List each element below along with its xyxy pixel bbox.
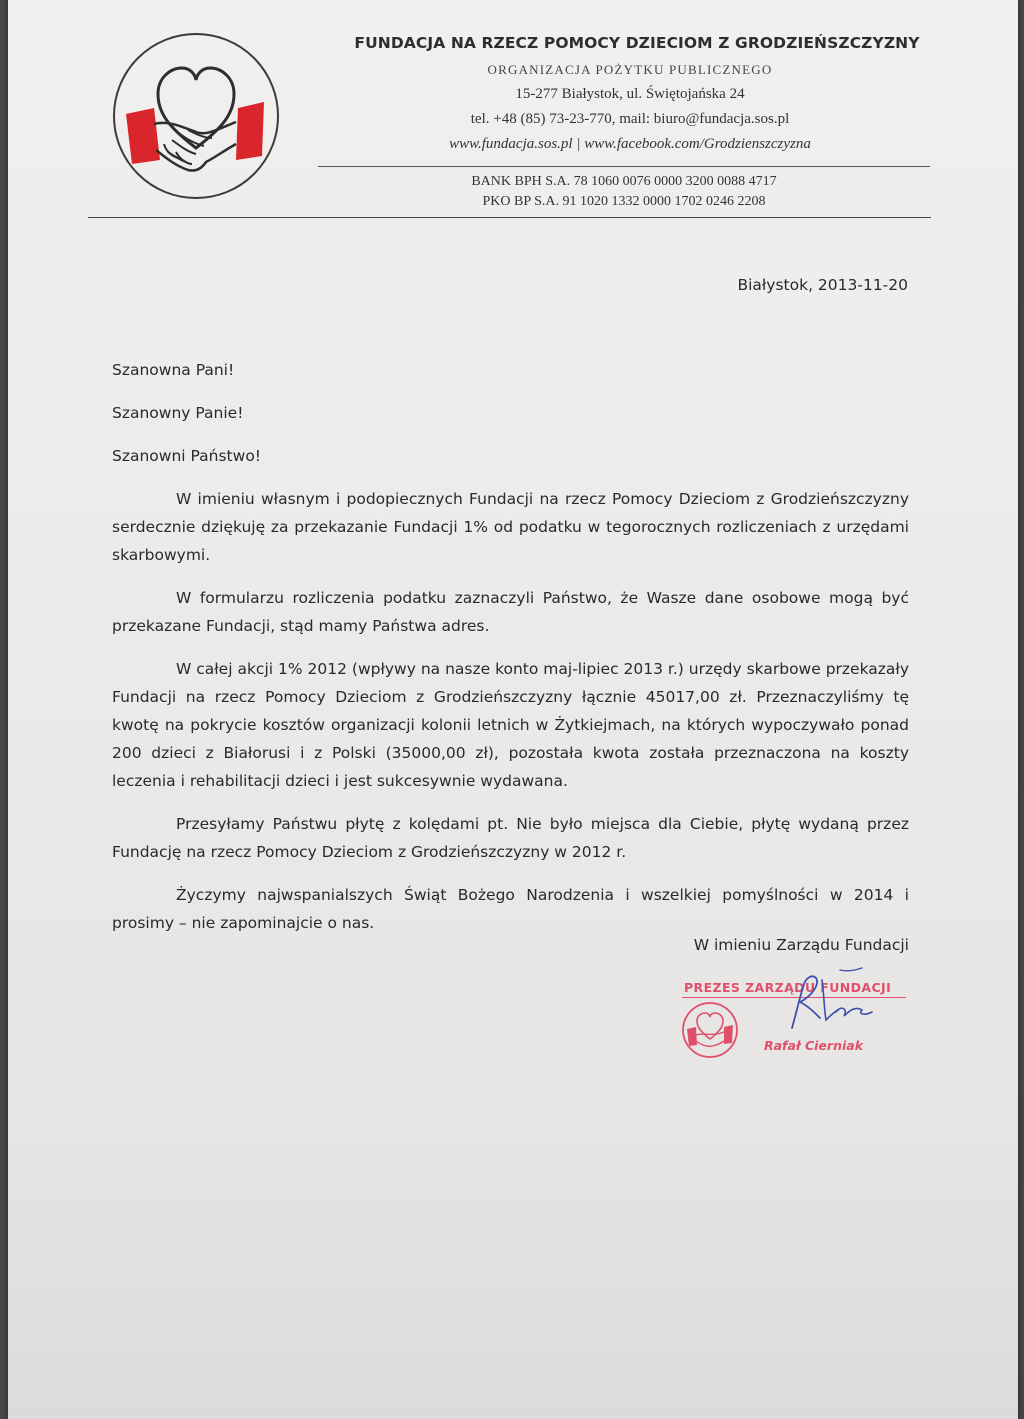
bank-accounts — [318, 172, 930, 212]
stamp-title: PREZES ZARZĄDU FUNDACJI — [684, 980, 892, 995]
letter-date: Białystok, 2013-11-20 — [737, 276, 908, 294]
bank-account-pko: PKO BP S.A. 91 1020 1332 0000 1702 0246 2208 — [482, 194, 766, 209]
paragraph-thanks: W imieniu własnym i podopiecznych Fundacji na rzecz Pomocy Dzieciom z Grodzieńszczyzny serdecznie dziękuję za przekazanie Fundacji 1% od podatku w tegorocznych rozliczeniach z urzędami skarbowymi. — [112, 490, 909, 564]
handwritten-signature-icon — [778, 966, 888, 1036]
bank-account-bph: BANK BPH S.A. 78 1060 0076 0000 3200 0088 4717 — [471, 174, 777, 189]
organization-address: 15-277 Białystok, ul. Świętojańska 24 — [515, 86, 745, 102]
organization-contact: tel. +48 (85) 73-23-770, mail: biuro@fundacja.sos.pl — [470, 111, 790, 127]
salutation: Szanowna Pani! — [112, 361, 235, 379]
stamp-logo-icon — [680, 1001, 740, 1059]
paragraph-wishes: Życzymy najwspanialszych Świąt Bożego Narodzenia i wszelkiej pomyślności w 2014 i prosimy – nie zapominajcie o nas. — [112, 886, 909, 932]
heart-handshake-logo-icon — [110, 32, 282, 200]
header-divider — [88, 217, 931, 218]
closing-line: W imieniu Zarządu Fundacji — [693, 936, 909, 954]
letter-body — [112, 356, 909, 952]
letterhead-divider — [318, 166, 930, 167]
organization-websites: www.fundacja.sos.pl | www.facebook.com/Grodzienszczyzna — [449, 136, 811, 152]
salutation: Szanowny Panie! — [112, 404, 244, 422]
organization-name: FUNDACJA NA RZECZ POMOCY DZIECIOM Z GRODZIEŃSZCZYZNY — [354, 34, 920, 52]
paragraph-cd-gift: Przesyłamy Państwu płytę z kolędami pt. Nie było miejsca dla Ciebie, płytę wydaną przez Fundację na rzecz Pomocy Dzieciom z Grodzieńszczyzny w 2012 r. — [112, 815, 909, 861]
salutation: Szanowni Państwo! — [112, 447, 262, 465]
paragraph-address-info: W formularzu rozliczenia podatku zaznaczyli Państwo, że Wasze dane osobowe mogą być przekazane Fundacji, stąd mamy Państwa adres. — [112, 589, 909, 635]
paragraph-funds-usage: W całej akcji 1% 2012 (wpływy na nasze konto maj-lipiec 2013 r.) urzędy skarbowe przekazały Fundacji na rzecz Pomocy Dzieciom z Grodzieńszczyzny łącznie 45017,00 zł. Przeznaczyliśmy tę kwotę na pokrycie kosztów organizacji kolonii letnich w Żytkiejmach, na których wypoczywało ponad 200 dzieci z Białorusi i z Polski (35000,00 zł), pozostała kwota została przeznaczona na koszty leczenia i rehabilitacji dzieci i jest sukcesywnie wydawana. — [112, 660, 909, 790]
stamp-signatory-name: Rafał Cierniak — [764, 1038, 864, 1053]
organization-subtitle: ORGANIZACJA POŻYTKU PUBLICZNEGO — [487, 62, 773, 77]
letterhead — [300, 34, 960, 153]
